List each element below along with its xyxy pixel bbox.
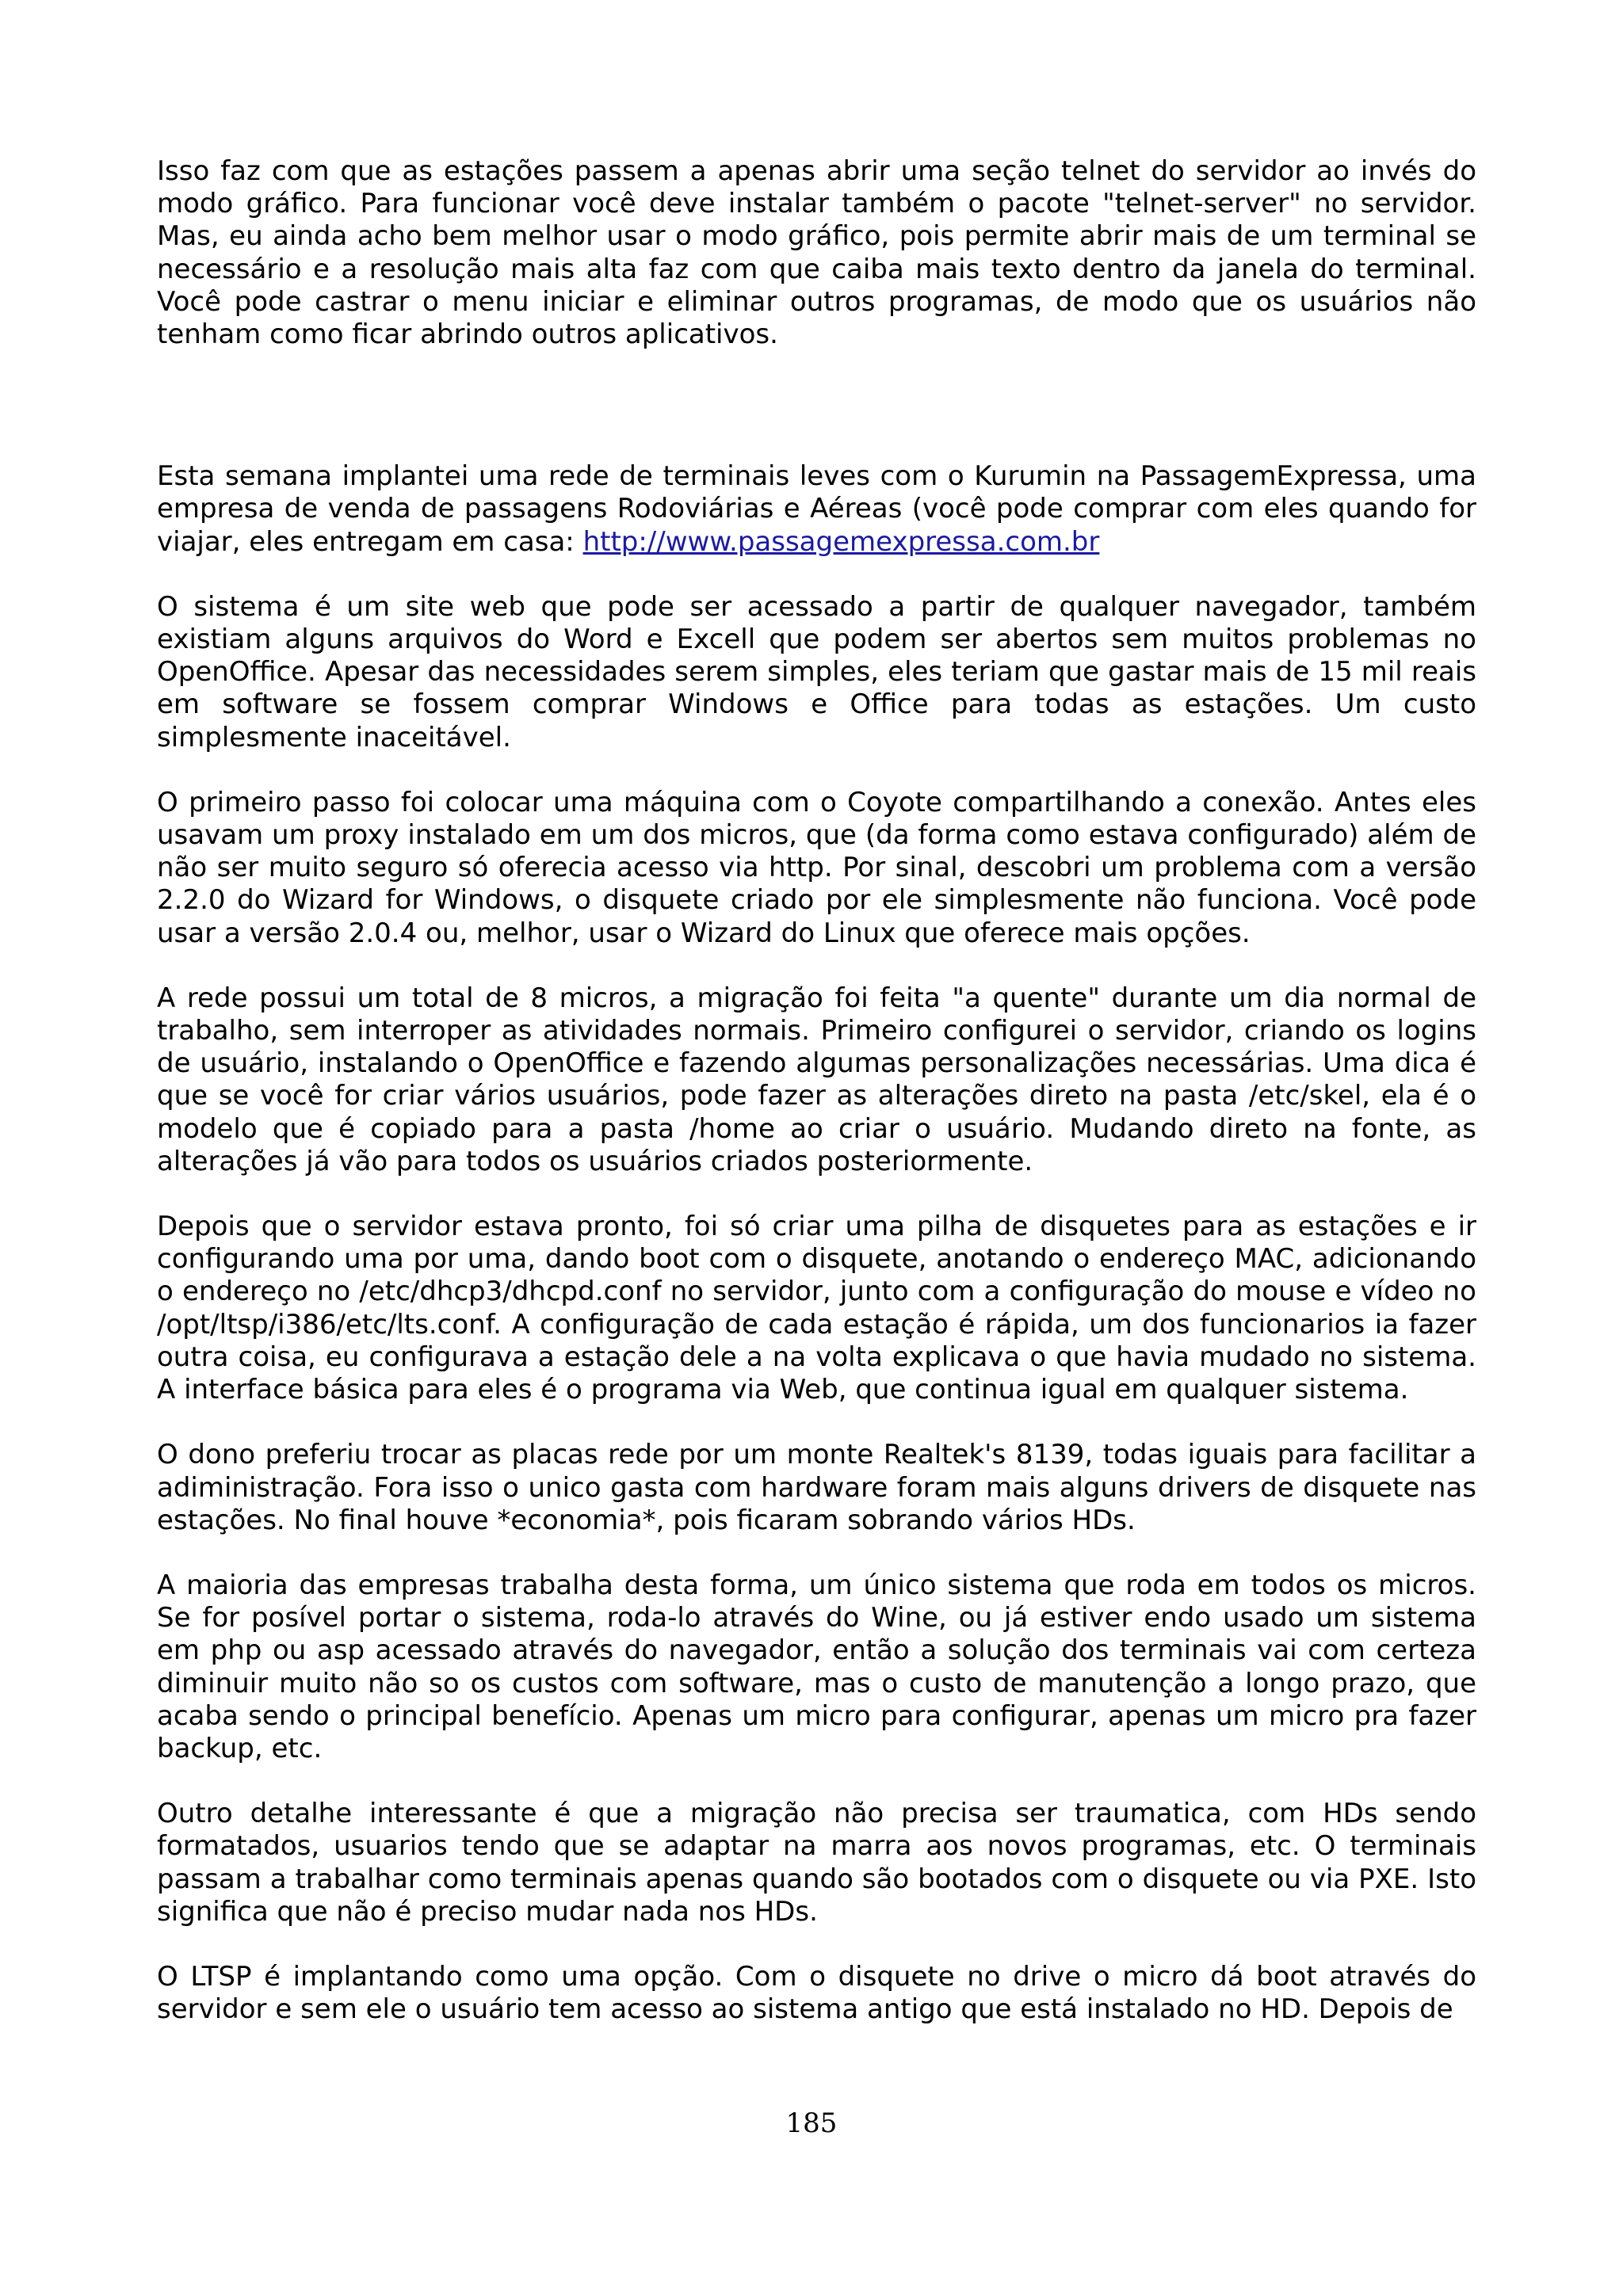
paragraph-passagemexpressa [157,460,1476,559]
paragraph-passagemexpressa-text: Esta semana implantei uma rede de terminais leves com o Kurumin na PassagemExpressa, uma empresa de venda de passagens Rodoviárias e Aéreas (você pode comprar com eles quando for viajar, eles entregam em casa: [157,460,1476,558]
document-body [157,155,1476,2026]
paragraph-ltsp: O LTSP é implantando como uma opção. Com o disquete no drive o micro dá boot através do servidor e sem ele o usuário tem acesso ao sistema antigo que está instalado no HD. Depois de [157,1960,1476,2026]
paragraph-realtek: O dono preferiu trocar as placas rede por um monte Realtek's 8139, todas iguais para facilitar a adiministração. Fora isso o unico gasta com hardware foram mais alguns drivers de disquete nas estações. No final houve *economia*, pois ficaram sobrando vários HDs. [157,1439,1476,1536]
paragraph-empresas: A maioria das empresas trabalha desta forma, um único sistema que roda em todos os micros. Se for posível portar o sistema, roda-lo através do Wine, ou já estiver endo usado um sistema em php ou asp acessado através do navegador, então a solução dos terminais vai com certeza diminuir muito não so os custos com software, mas o custo de manutenção a longo prazo, que acaba sendo o principal benefício. Apenas um micro para configurar, apenas um micro pra fazer backup, etc. [157,1569,1476,1764]
paragraph-disquetes: Depois que o servidor estava pronto, foi só criar uma pilha de disquetes para as estações e ir configurando uma por uma, dando boot com o disquete, anotando o endereço MAC, adicionando o endereço no /etc/dhcp3/dhcpd.conf no servidor, junto com a configuração do mouse e vídeo no /opt/ltsp/i386/etc/lts.conf. A configuração de cada estação é rápida, um dos funcionarios ia fazer outra coisa, eu configurava a estação dele a na volta explicava o que havia mudado no sistema. A interface básica para eles é o programa via Web, que continua igual em qualquer sistema. [157,1211,1476,1406]
paragraph-traumatica: Outro detalhe interessante é que a migração não precisa ser traumatica, com HDs sendo formatados, usuarios tendo que se adaptar na marra aos novos programas, etc. O terminais passam a trabalhar como terminais apenas quando são bootados com o disquete ou via PXE. Isto significa que não é preciso mudar nada nos HDs. [157,1798,1476,1928]
passagemexpressa-link[interactable]: http://www.passagemexpressa.com.br [582,525,1100,558]
page-number: 185 [785,2107,838,2139]
paragraph-telnet: Isso faz com que as estações passem a apenas abrir uma seção telnet do servidor ao invés do modo gráfico. Para funcionar você deve instalar também o pacote "telnet-server" no servidor. Mas, eu ainda acho bem melhor usar o modo gráfico, pois permite abrir mais de um terminal se necessário e a resolução mais alta faz com que caiba mais texto dentro da janela do terminal. Você pode castrar o menu iniciar e eliminar outros programas, de modo que os usuários não tenham como ficar abrindo outros aplicativos. [157,155,1476,351]
paragraph-sistema-web: O sistema é um site web que pode ser acessado a partir de qualquer navegador, também existiam alguns arquivos do Word e Excell que podem ser abertos sem muitos problemas no OpenOffice. Apesar das necessidades serem simples, eles teriam que gastar mais de 15 mil reais em software se fossem comprar Windows e Office para todas as estações. Um custo simplesmente inaceitável. [157,590,1476,753]
paragraph-migracao: A rede possui um total de 8 micros, a migração foi feita "a quente" durante um dia normal de trabalho, sem interroper as atividades normais. Primeiro configurei o servidor, criando os logins de usuário, instalando o OpenOffice e fazendo algumas personalizações necessárias. Uma dica é que se você for criar vários usuários, pode fazer as alterações direto na pasta /etc/skel, ela é o modelo que é copiado para a pasta /home ao criar o usuário. Mudando direto na fonte, as alterações já vão para todos os usuários criados posteriormente. [157,982,1476,1177]
paragraph-coyote: O primeiro passo foi colocar uma máquina com o Coyote compartilhando a conexão. Antes eles usavam um proxy instalado em um dos micros, que (da forma como estava configurado) além de não ser muito seguro só oferecia acesso via http. Por sinal, descobri um problema com a versão 2.2.0 do Wizard for Windows, o disquete criado por ele simplesmente não funciona. Você pode usar a versão 2.0.4 ou, melhor, usar o Wizard do Linux que oferece mais opções. [157,786,1476,949]
